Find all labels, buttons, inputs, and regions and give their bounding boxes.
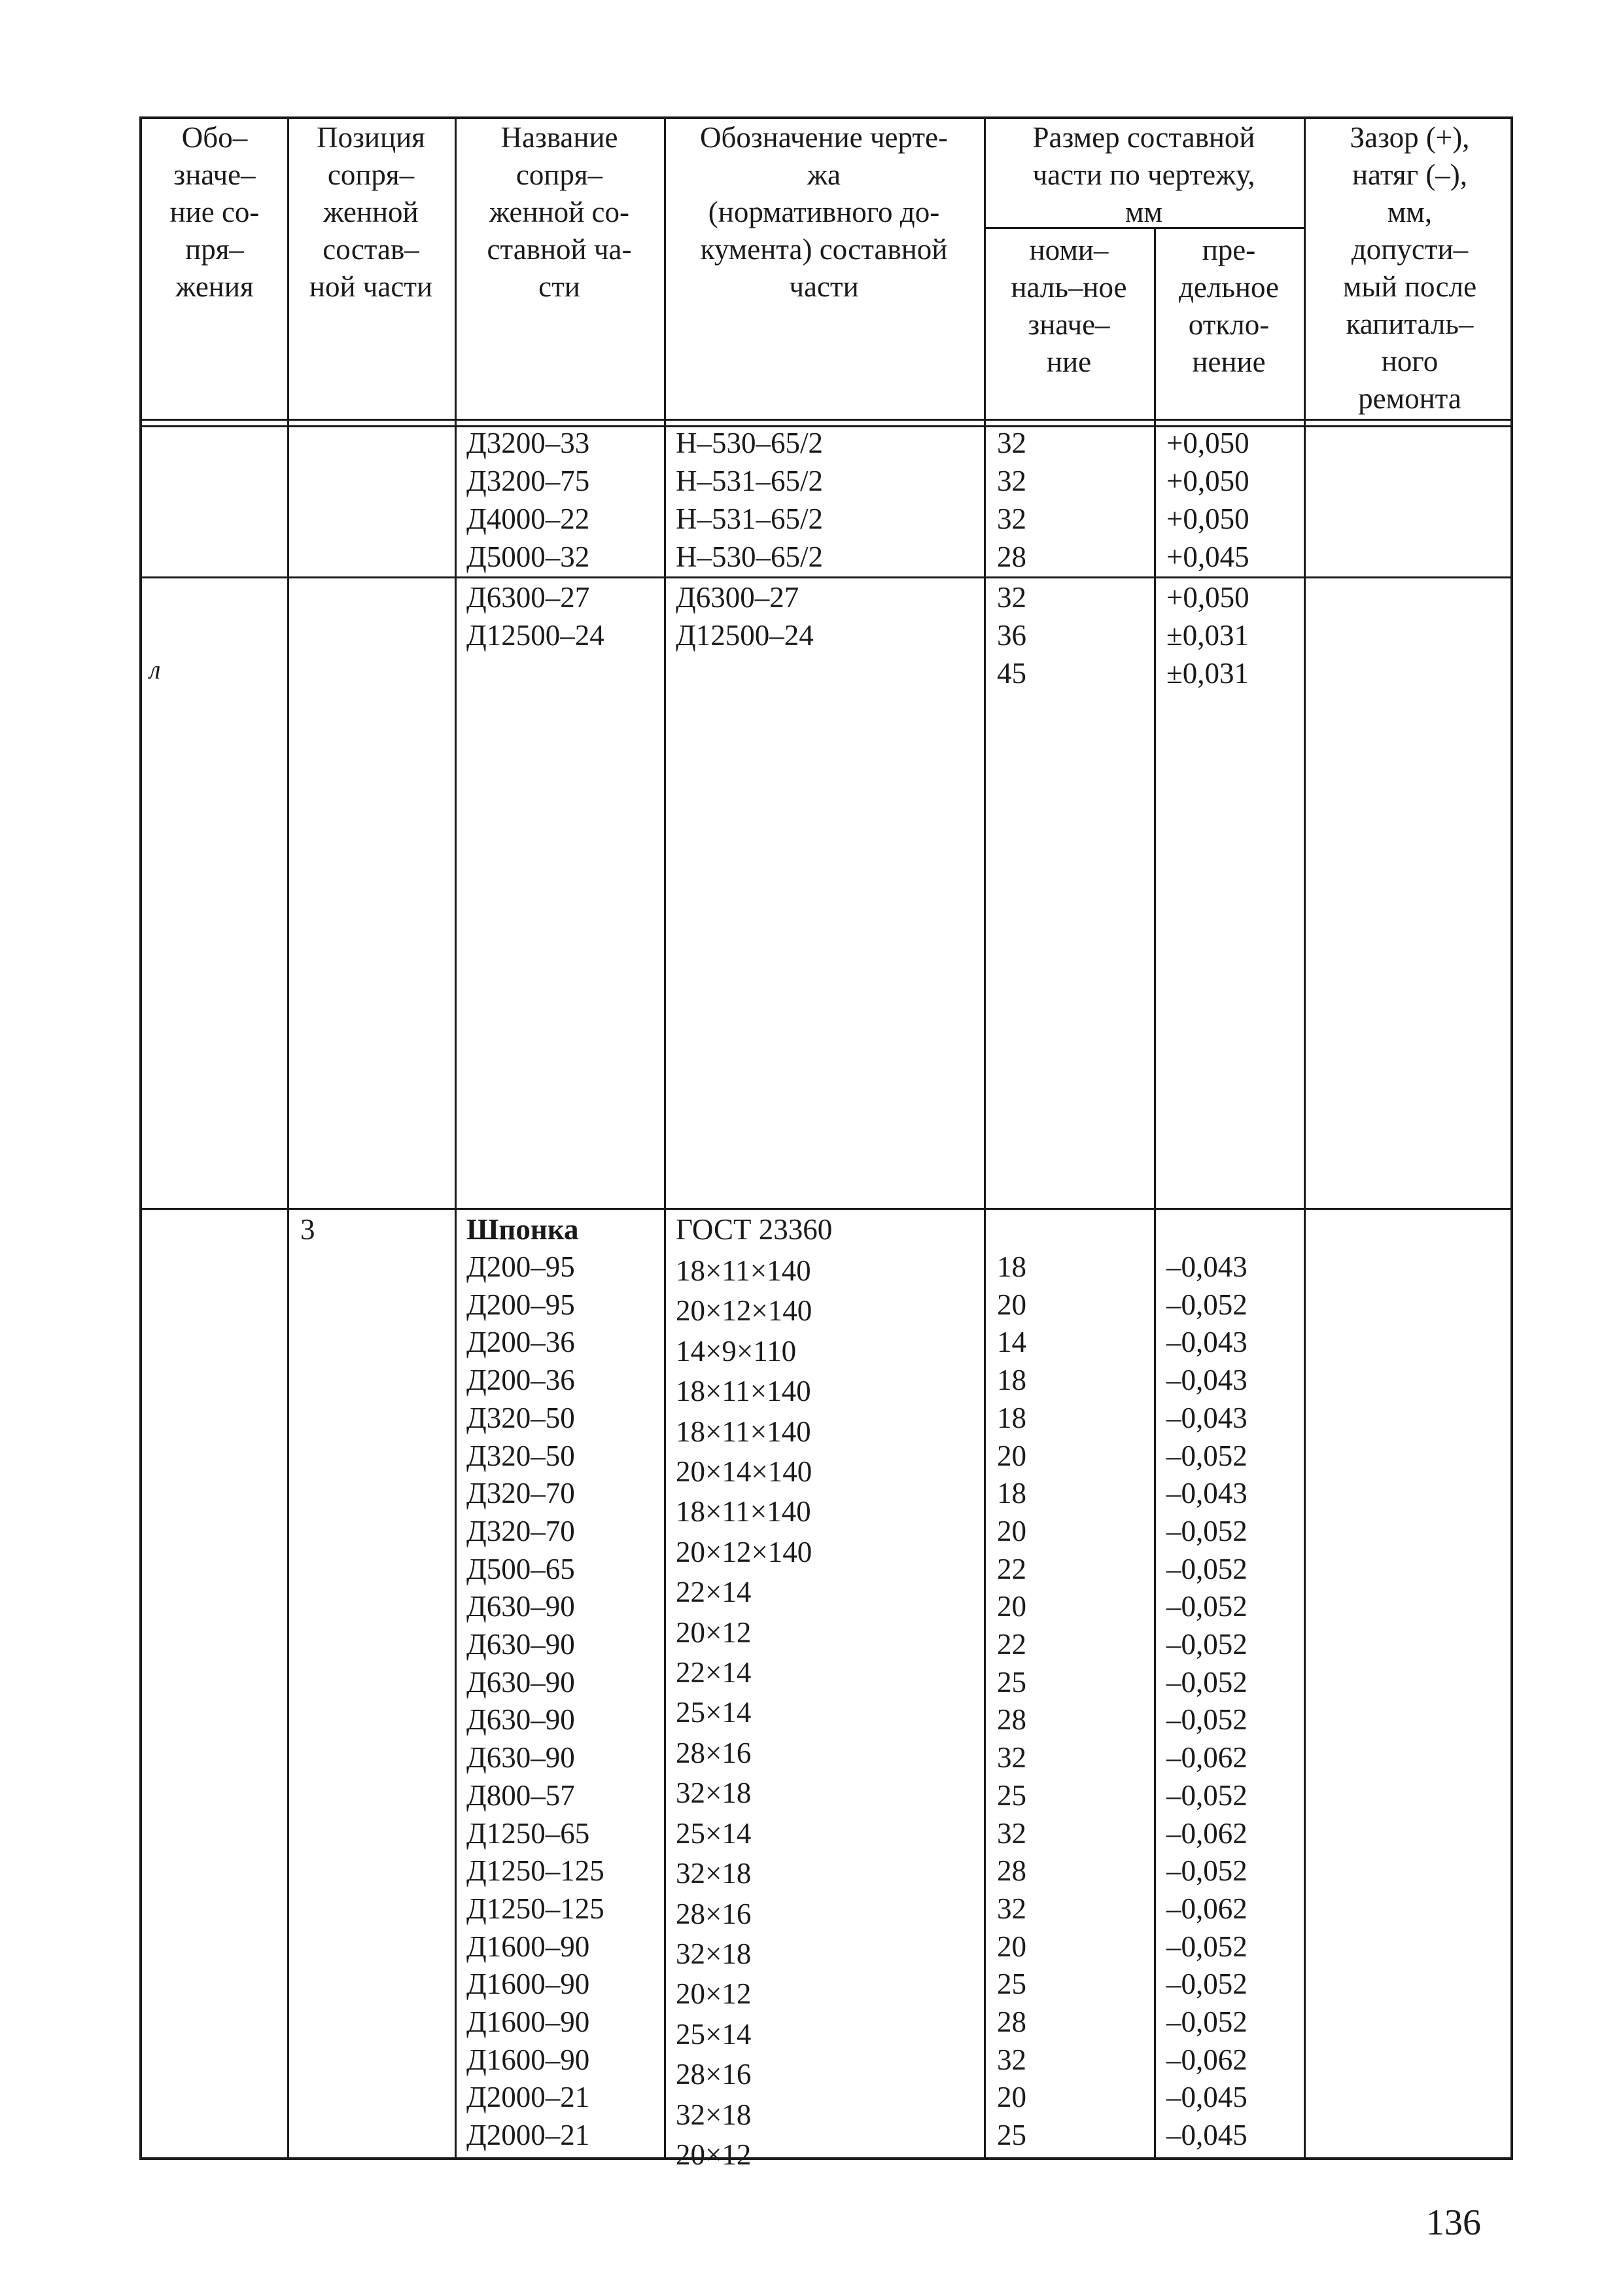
group3-deviations: –0,043 –0,052 –0,043 –0,043 –0,043 –0,052 –0,043 –0,052 –0,052 –0,052 –0,052 –0,052 –0,052 –0,062 –0,052 –0,062 –0,052 –0,062 –0,052 –0,052 –0,052 –0,062 –0,045 –0,045 (1166, 1250, 1248, 2152)
group2-nominals: 32 36 45 (997, 581, 1026, 690)
col-divider (1154, 227, 1156, 2157)
group2-deviations: +0,050 ±0,031 ±0,031 (1166, 581, 1249, 690)
group3-position: 3 (300, 1213, 315, 1246)
header-bottom-line (142, 419, 1510, 421)
group-divider (142, 576, 1510, 578)
group1-deviations: +0,050 +0,050 +0,050 +0,045 (1166, 427, 1249, 573)
header-clearance: Зазор (+), натяг (–), мм, допусти– мый после капиталь– ного ремонта (1342, 121, 1477, 415)
group1-names: Д3200–33 Д3200–75 Д4000–22 Д5000–32 (466, 427, 590, 573)
group-divider (142, 1208, 1510, 1210)
header-deviation: пре- дельное откло- нение (1179, 234, 1279, 378)
header-mark: Обо– значе– ние со- пря– жения (169, 121, 260, 303)
group1-nominals: 32 32 32 28 (997, 427, 1026, 573)
group3-nominals: 18 20 14 18 18 20 18 20 22 20 22 25 28 32 25 32 28 32 20 25 28 32 20 25 (997, 1250, 1026, 2152)
group2-drawings: Д6300–27 Д12500–24 (676, 581, 814, 652)
header-position: Позиция сопря– женной состав– ной части (309, 121, 433, 303)
header-bottom-line (142, 425, 1510, 427)
group3-title: Шпонка (466, 1213, 579, 1246)
group1-drawings: Н–530–65/2 Н–531–65/2 Н–531–65/2 Н–530–65/2 (676, 427, 823, 573)
group2-names: Д6300–27 Д12500–24 (466, 581, 604, 652)
margin-mark: л (149, 655, 161, 684)
header-nominal: номи– наль–ное значе– ние (1011, 234, 1127, 378)
group3-standard: ГОСТ 23360 (676, 1213, 833, 1246)
group3-names: Д200–95 Д200–95 Д200–36 Д200–36 Д320–50 Д320–50 Д320–70 Д320–70 Д500–65 Д630–90 Д630–90 Д630–90 Д630–90 Д630–90 Д800–57 Д1250–65 Д1250–125 Д1250–125 Д1600–90 Д1600–90 Д1600–90 Д1600–90 Д2000–21 Д2000–21 (466, 1250, 604, 2152)
header-size: Размер составной части по чертежу, мм (1032, 121, 1255, 228)
header-name: Название сопря– женной со- ставной ча- сти (487, 121, 632, 303)
header-drawing: Обозначение черте- жа (нормативного до- кумента) составной части (699, 121, 949, 303)
group3-drawings: 18×11×140 20×12×140 14×9×110 18×11×140 18×11×140 20×14×140 18×11×140 20×12×140 22×14 20×12 22×14 25×14 28×16 32×18 25×14 32×18 28×16 32×18 20×12 25×14 28×16 32×18 20×12 (676, 1254, 812, 2171)
page-number: 136 (1426, 2202, 1481, 2243)
fit-table (139, 116, 1513, 2171)
